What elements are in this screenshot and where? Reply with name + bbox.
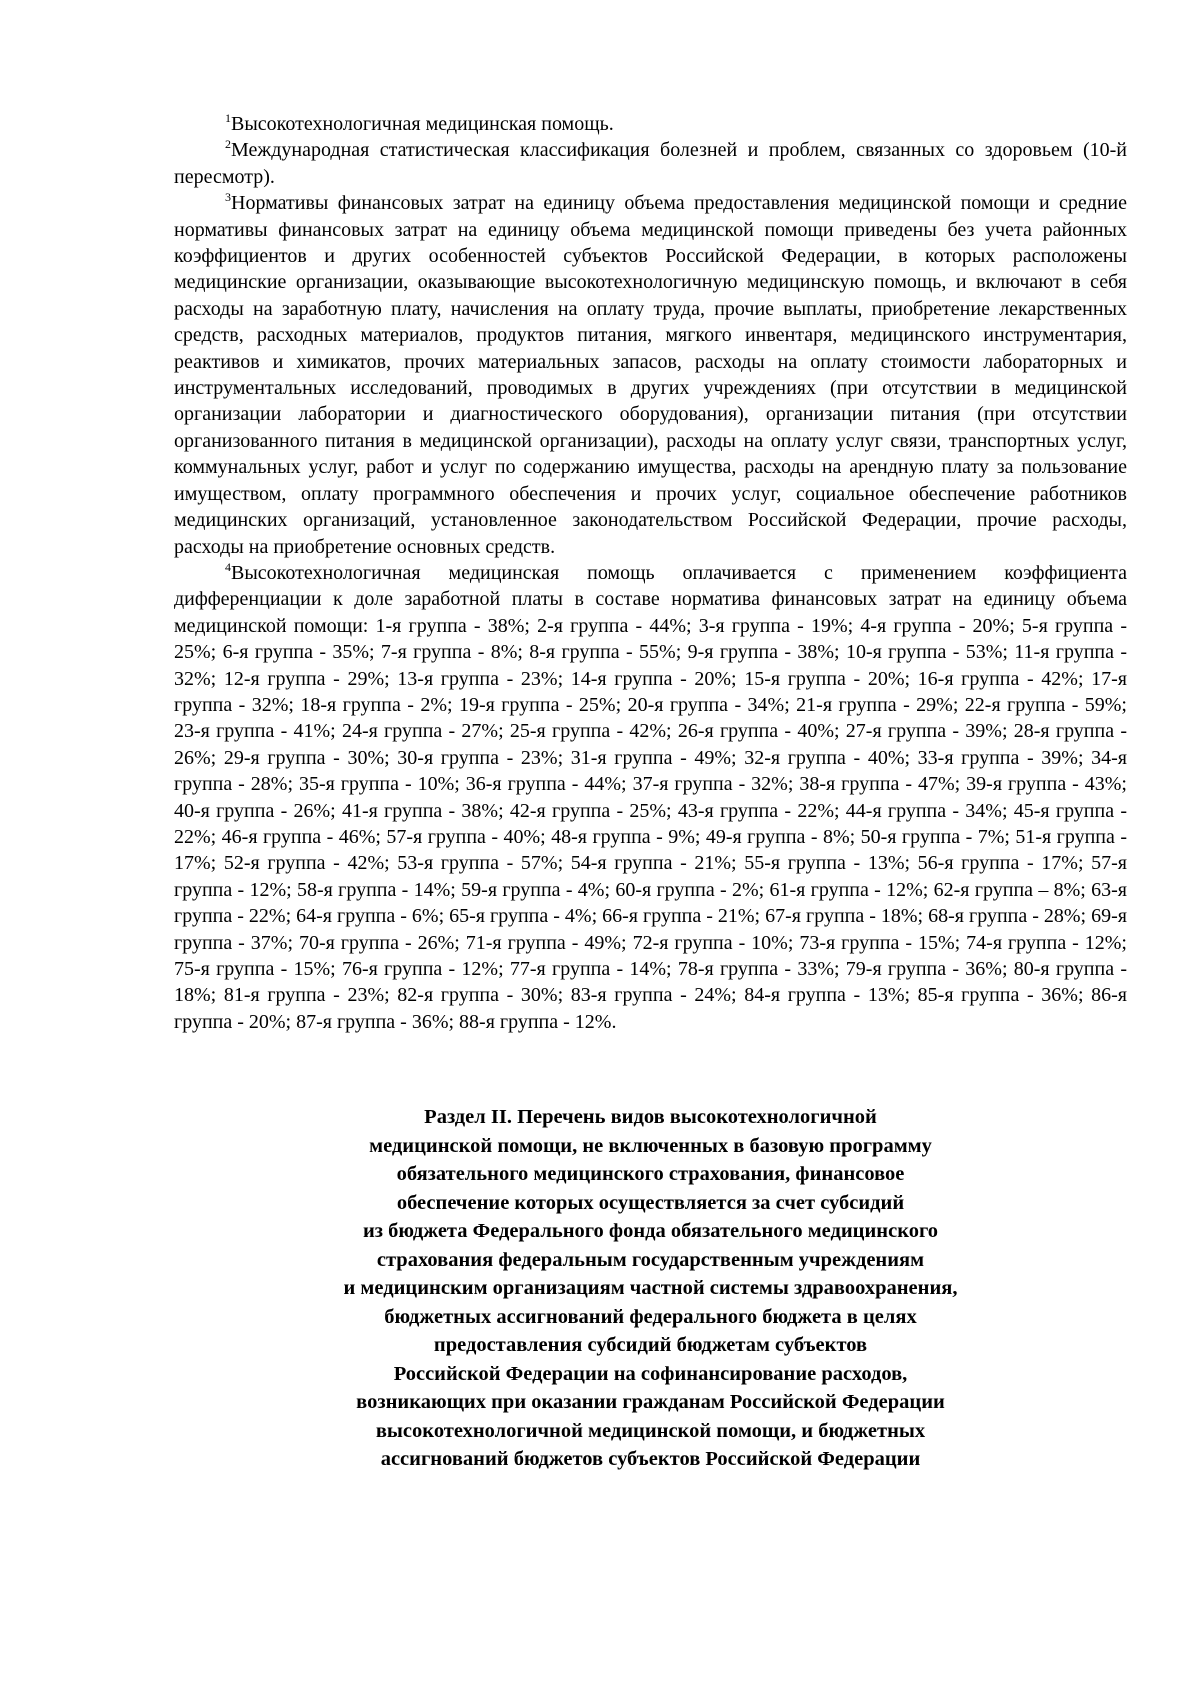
section-heading-line: возникающих при оказании гражданам Российской Федерации — [356, 1391, 945, 1413]
footnote-number: 2 — [225, 137, 231, 152]
footnote-4 — [174, 560, 1127, 1035]
footnote-text: Высокотехнологичная медицинская помощь оплачивается с применением коэффициента дифференциации к доле заработной платы в составе норматива финансовых затрат на единицу объема медицинской помощи: 1-я группа - 38%; 2-я группа - 44%; 3-я группа - 19%; 4-я группа - 20%; 5-я группа - 25%; 6-я группа - 35%; 7-я группа - 8%; 8-я группа - 55%; 9-я группа - 38%; 10-я группа - 53%; 11-я группа - 32%; 12-я группа - 29%; 13-я группа - 23%; 14-я группа - 20%; 15-я группа - 20%; 16-я группа - 42%; 17-я группа - 32%; 18-я группа - 2%; 19-я группа - 25%; 20-я группа - 34%; 21-я группа - 29%; 22-я группа - 59%; 23-я группа - 41%; 24-я группа - 27%; 25-я группа - 42%; 26-я группа - 40%; 27-я группа - 39%; 28-я группа - 26%; 29-я группа - 30%; 30-я группа - 23%; 31-я группа - 49%; 32-я группа - 40%; 33-я группа - 39%; 34-я группа - 28%; 35-я группа - 10%; 36-я группа - 44%; 37-я группа - 32%; 38-я группа - 47%; 39-я группа - 43%; 40-я группа - 26%; 41-я группа - 38%; 42-я группа - 25%; 43-я группа - 22%; 44-я группа - 34%; 45-я группа - 22%; 46-я группа - 46%; 57-я группа - 40%; 48-я группа - 9%; 49-я группа - 8%; 50-я группа - 7%; 51-я группа - 17%; 52-я группа - 42%; 53-я группа - 57%; 54-я группа - 21%; 55-я группа - 13%; 56-я группа - 17%; 57-я группа - 12%; 58-я группа - 14%; 59-я группа - 4%; 60-я группа - 2%; 61-я группа - 12%; 62-я группа – 8%; 63-я группа - 22%; 64-я группа - 6%; 65-я группа - 4%; 66-я группа - 21%; 67-я группа - 18%; 68-я группа - 28%; 69-я группа - 37%; 70-я группа - 26%; 71-я группа - 49%; 72-я группа - 10%; 73-я группа - 15%; 74-я группа - 12%; 75-я группа - 15%; 76-я группа - 12%; 77-я группа - 14%; 78-я группа - 33%; 79-я группа - 36%; 80-я группа - 18%; 81-я группа - 23%; 82-я группа - 30%; 83-я группа - 24%; 84-я группа - 13%; 85-я группа - 36%; 86-я группа - 20%; 87-я группа - 36%; 88-я группа - 12%. — [174, 561, 1127, 1033]
footnote-number: 3 — [225, 190, 231, 205]
section-heading-line: бюджетных ассигнований федерального бюджета в целях — [384, 1305, 917, 1328]
section-heading-line: обязательного медицинского страхования, финансовое — [396, 1163, 905, 1185]
footnote-text: Нормативы финансовых затрат на единицу объема предоставления медицинской помощи и средние нормативы финансовых затрат на единицу объема медицинской помощи приведены без учета районных коэффициентов и других особенностей субъектов Российской Федерации, в которых расположены медицинские организации, оказывающие высокотехнологичную медицинскую помощь, и включают в себя расходы на заработную плату, начисления на оплату труда, прочие выплаты, приобретение лекарственных средств, расходных материалов, продуктов питания, мягкого инвентаря, медицинского инструментария, реактивов и химикатов, прочих материальных запасов, расходы на оплату стоимости лабораторных и инструментальных исследований, проводимых в других учреждениях (при отсутствии в медицинской организации лаборатории и диагностического оборудования), организации питания (при отсутствии организованного питания в медицинской организации), расходы на оплату услуг связи, транспортных услуг, коммунальных услуг, работ и услуг по содержанию имущества, расходы на арендную плату за пользование имуществом, оплату программного обеспечения и прочих услуг, социальное обеспечение работников медицинских организаций, установленное законодательством Российской Федерации, прочие расходы, расходы на приобретение основных средств. — [174, 192, 1127, 558]
section-heading — [174, 1103, 1127, 1474]
footnote-text: Международная статистическая классификация болезней и проблем, связанных со здоровьем (10-й пересмотр). — [174, 139, 1127, 188]
footnote-1 — [174, 111, 1127, 137]
section-heading-line: и медицинским организациям частной системы здравоохранения, — [343, 1277, 958, 1299]
section-heading-line: высокотехнологичной медицинской помощи, и бюджетных — [375, 1419, 926, 1442]
footnote-number: 4 — [225, 559, 231, 574]
section-heading-line: ассигнований бюджетов субъектов Российской Федерации — [380, 1448, 921, 1470]
section-heading-line: предоставления субсидий бюджетам субъектов — [433, 1334, 868, 1356]
section-heading-line: страхования федеральным государственным учреждениям — [376, 1248, 925, 1271]
section-heading-line: Раздел II. Перечень видов высокотехнологичной — [424, 1106, 877, 1128]
section-heading-line: медицинской помощи, не включенных в базовую программу — [369, 1134, 932, 1157]
footnote-text: Высокотехнологичная медицинская помощь. — [231, 113, 614, 135]
footnote-number: 1 — [225, 111, 231, 125]
section-heading-line: из бюджета Федерального фонда обязательного медицинского — [362, 1220, 939, 1242]
footnote-2 — [174, 137, 1127, 190]
footnote-3 — [174, 190, 1127, 560]
section-heading-line: Российской Федерации на софинансирование расходов, — [393, 1362, 908, 1385]
footnotes-block — [174, 111, 1127, 1035]
section-heading-line: обеспечение которых осуществляется за счет субсидий — [396, 1191, 905, 1214]
